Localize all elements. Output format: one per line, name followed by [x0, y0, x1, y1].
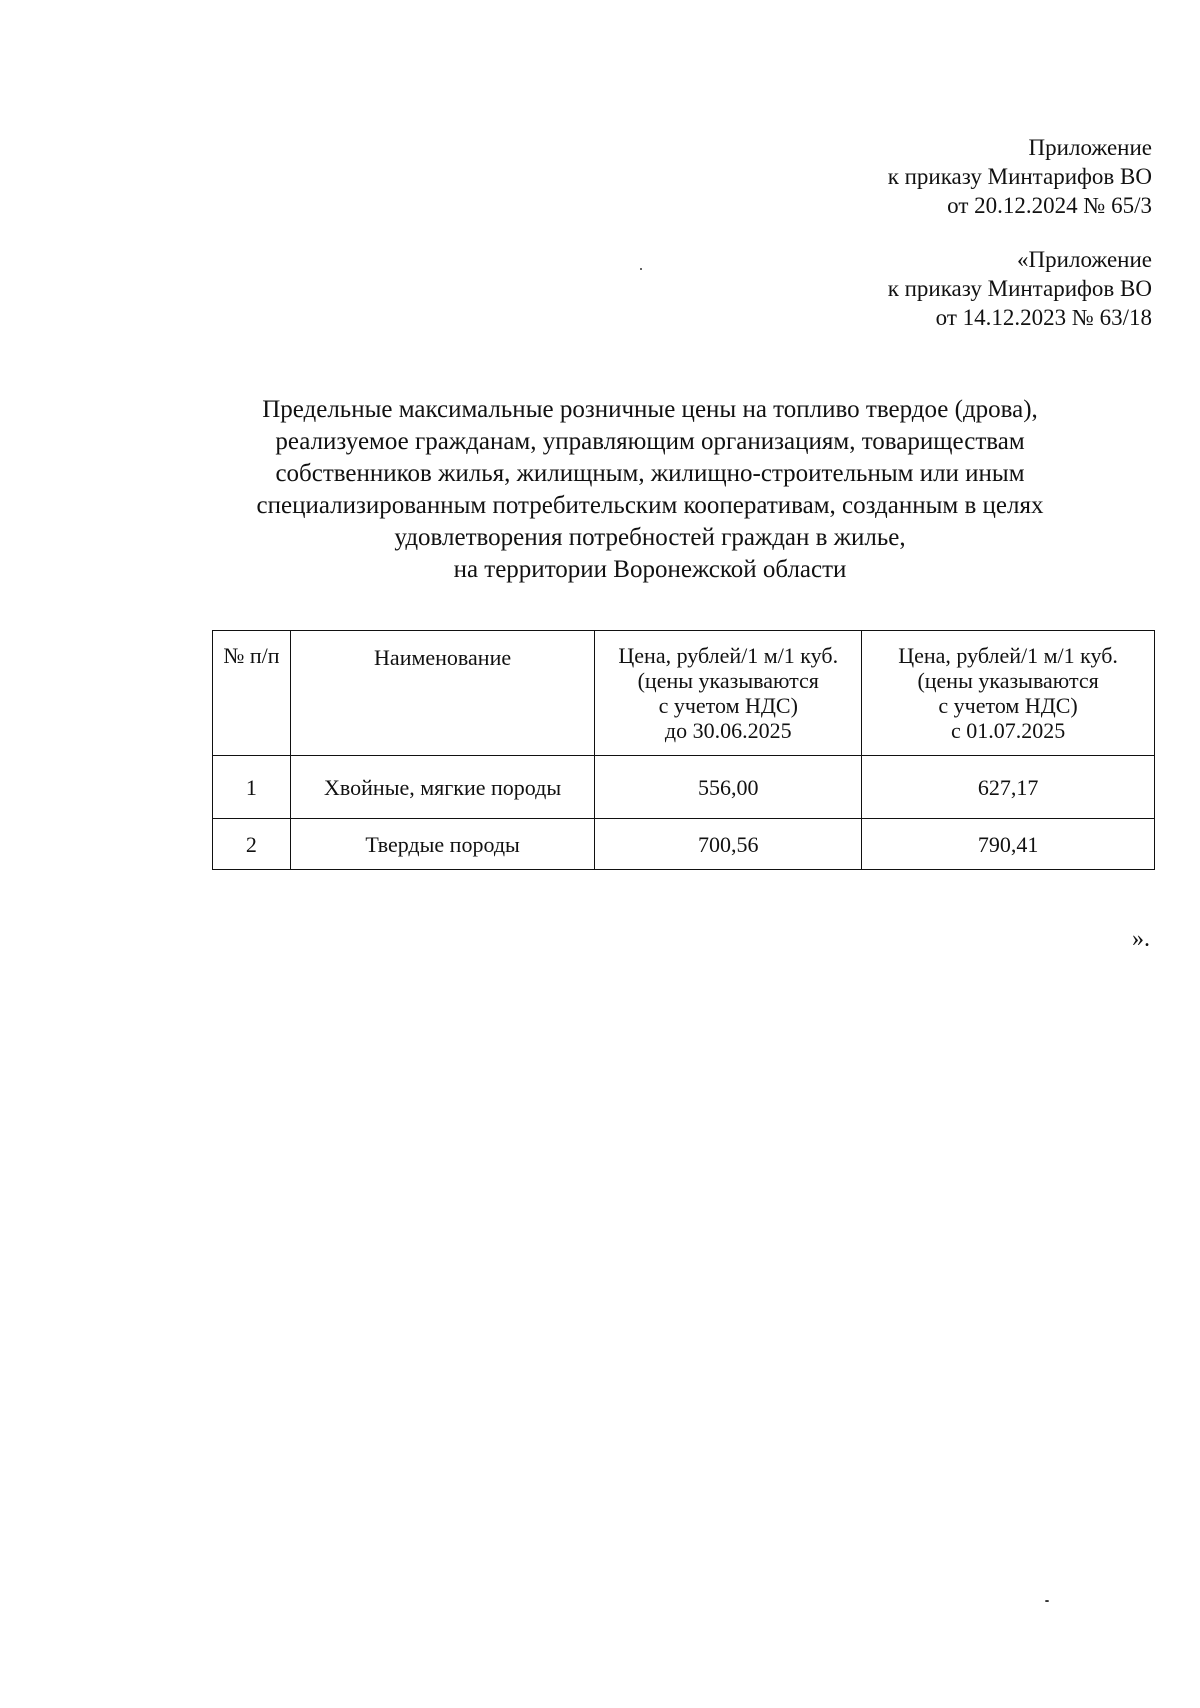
title-line: реализуемое гражданам, управляющим организациям, товариществам	[275, 428, 1025, 455]
title-line: специализированным потребительским кооперативам, созданным в целях	[256, 492, 1044, 519]
cell-number: 2	[213, 819, 291, 870]
cell-price-until: 556,00	[595, 756, 862, 819]
table-row	[213, 756, 1155, 819]
closing-quote: ».	[1132, 926, 1150, 952]
cell-name: Твердые породы	[290, 819, 594, 870]
cell-number: 1	[213, 756, 291, 819]
table-row	[213, 819, 1155, 870]
header-price-from	[862, 631, 1155, 756]
header-price-until	[595, 631, 862, 756]
title-line: собственников жилья, жилищным, жилищно-строительным или иным	[275, 460, 1025, 487]
title-line: удовлетворения потребностей граждан в жилье,	[394, 524, 906, 551]
header-name: Наименование	[290, 631, 594, 756]
title-line: Предельные максимальные розничные цены на топливо твердое (дрова),	[262, 396, 1038, 423]
header-line: с 01.07.2025	[950, 718, 1066, 743]
attachment-line: Приложение	[1028, 135, 1152, 160]
header-line: до 30.06.2025	[664, 718, 792, 743]
cell-price-from: 627,17	[862, 756, 1155, 819]
header-line: с учетом НДС)	[658, 693, 798, 718]
header-line: Цена, рублей/1 м/1 куб.	[618, 643, 839, 668]
attachment-line: «Приложение	[1017, 247, 1152, 272]
attachment-line: от 14.12.2023 № 63/18	[935, 305, 1152, 330]
table-header-row	[213, 631, 1155, 756]
price-table	[212, 630, 1155, 870]
attachment-line: к приказу Минтарифов ВО	[887, 164, 1152, 189]
header-line: (цены указываются	[637, 668, 819, 693]
cell-price-until: 700,56	[595, 819, 862, 870]
cell-name: Хвойные, мягкие породы	[290, 756, 594, 819]
attachment-line: к приказу Минтарифов ВО	[887, 276, 1152, 301]
header-number: № п/п	[213, 631, 291, 756]
attachment-reference-current	[888, 133, 1152, 220]
attachment-reference-previous	[888, 245, 1152, 332]
attachment-line: от 20.12.2024 № 65/3	[947, 193, 1152, 218]
title-line: на территории Воронежской области	[453, 556, 847, 583]
scan-speck	[640, 268, 642, 270]
scan-speck	[1045, 1600, 1049, 1602]
cell-price-from: 790,41	[862, 819, 1155, 870]
document-title	[150, 394, 1150, 586]
header-line: Цена, рублей/1 м/1 куб.	[898, 643, 1118, 668]
header-line: с учетом НДС)	[938, 693, 1078, 718]
header-line: (цены указываются	[917, 668, 1099, 693]
